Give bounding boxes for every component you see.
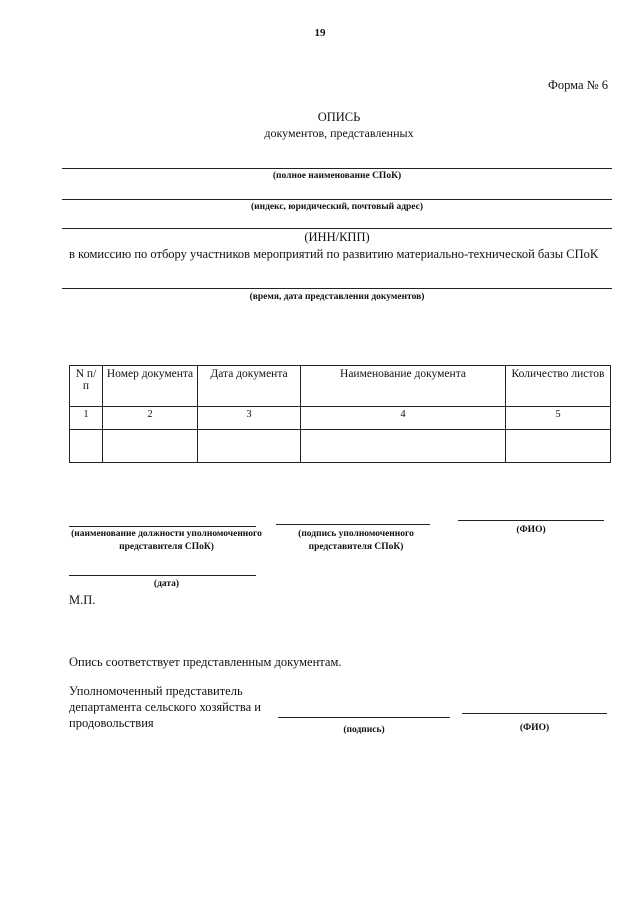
address-caption: (индекс, юридический, почтовый адрес) [250,202,424,212]
col-number: 4 [301,407,506,430]
position-caption: (наименование должности уполномоченного представителя СПоК) [71,529,262,552]
department-fio-caption: (ФИО) [519,723,550,733]
col-header-doc-name: Наименование документа [301,366,506,407]
fio-line[interactable] [458,520,604,521]
stamp-mark: М.П. [69,593,96,607]
department-representative-text: Уполномоченный представитель департамента сельского хозяйства и продовольствия [69,684,261,730]
col-header-sheets: Количество листов [506,366,611,407]
col-number: 5 [506,407,611,430]
table-cell[interactable] [198,430,301,463]
document-subtitle: документов, представленных [264,126,414,140]
page-number: 19 [314,27,326,39]
column-number-row [70,407,611,430]
col-header-doc-date: Дата документа [198,366,301,407]
inn-kpp-line[interactable] [62,228,612,229]
signature-caption: (подпись уполномоченного представителя СПоК) [298,529,414,552]
department-fio-line[interactable] [462,713,607,714]
inn-kpp-caption: (ИНН/КПП) [304,230,370,244]
datetime-line[interactable] [62,288,612,289]
table-cell[interactable] [70,430,103,463]
table-cell[interactable] [103,430,198,463]
fio-caption: (ФИО) [516,525,546,535]
commission-text: в комиссию по отбору участников мероприятий по развитию материально-технической базы СПоК [69,247,599,261]
date-caption: (дата) [153,579,180,589]
table-cell[interactable] [506,430,611,463]
address-line[interactable] [62,199,612,200]
full-name-caption: (полное наименование СПоК) [272,171,402,181]
col-header-doc-number: Номер документа [103,366,198,407]
table-row [70,430,611,463]
col-number: 3 [198,407,301,430]
table-cell[interactable] [301,430,506,463]
col-header-number: N п/п [70,366,103,407]
full-name-line[interactable] [62,168,612,169]
datetime-caption: (время, дата представления документов) [249,292,425,302]
date-line[interactable] [69,575,256,576]
department-signature-caption: (подпись) [343,725,385,735]
table-header-row [70,366,611,407]
form-number: Форма № 6 [548,78,608,92]
col-number: 1 [70,407,103,430]
conformity-text: Опись соответствует представленным документам. [69,655,342,669]
documents-table [69,365,611,463]
department-signature-line[interactable] [278,717,450,718]
signature-line[interactable] [276,524,430,525]
document-title: ОПИСЬ [317,110,361,124]
col-number: 2 [103,407,198,430]
position-line[interactable] [69,526,256,527]
